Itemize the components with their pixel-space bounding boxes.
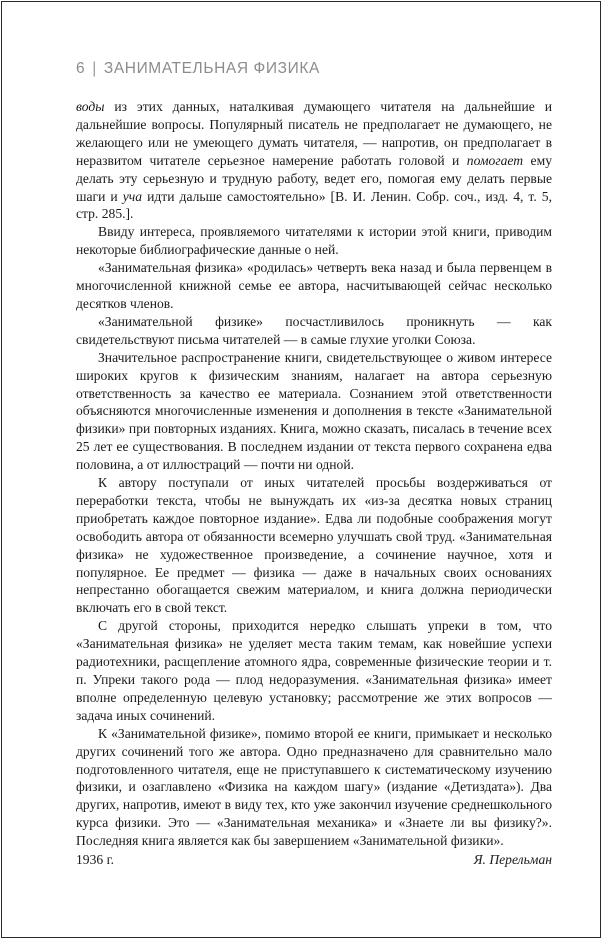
paragraph-text: Значительное распространение книги, свидетельствующее о живом интересе широких кругов к физическим знаниям, налагает на автора серьезную ответственность за качество ее материала. Сознанием этой ответственности объясняются многочисленные изменения и дополнения в тексте «Занимательной физики» при повторных изданиях. Книга, можно сказать, писалась в течение всех 25 лет ее существования. В последнем издании от текста первого сохранена едва половина, а от иллюстраций — почти ни одной. (76, 349, 552, 473)
paragraph-text: С другой стороны, приходится нередко слышать упреки в том, что «Занимательная физика» не уделяет места таким темам, как новейшие успехи радиотехники, расщепление атомного ядра, современные физические теории и т. п. Упреки такого рода — плод недоразумения. «Занимательная физика» имеет вполне определенную целевую установку; рассмотрение же этих вопросов — задача иных сочинений. (76, 618, 552, 723)
italic-text: помогает (466, 152, 524, 168)
signoff-year: 1936 г. (76, 852, 115, 868)
running-header (76, 60, 320, 78)
signoff-author: Я. Перельман (473, 852, 552, 868)
body-paragraph (76, 725, 552, 850)
paragraph-text: «Занимательная физика» «родилась» четверть века назад и была первенцем в многочисленной книжной семье ее автора, насчитывающей сейчас несколько десятков членов. (76, 260, 552, 311)
paragraph-text: из этих данных, наталкивая думающего читателя на дальнейшие и дальнейшие вопросы. Популярный писатель не предполагает не думающего, не желающего или не умеющего думать читателя, — напротив, он предполагает в неразвитом читателе серьезное намерение работать головой и (76, 99, 552, 168)
body-paragraph (76, 617, 552, 724)
body-text (76, 98, 552, 869)
italic-text: уча (122, 188, 143, 204)
body-paragraph (76, 259, 552, 313)
paragraph-text: ему делать эту серьезную и трудную работу, ведет его, помогая ему делать первые шаги и (76, 152, 552, 204)
paragraph-text: К «Занимательной физике», помимо второй ее книги, примыкает и несколько других сочинений того же автора. Одно предназначено для сравнительно мало подготовленного читателя, еще не приступавшего к систематическому изучению физики, и озаглавлено «Физика на каждом шагу» (издание «Детиздата»). Два других, напротив, имеют в виду тех, кто уже закончил изучение среднешкольного курса физики. Это — «Занимательная механика» и «Знаете ли вы физику?». Последняя книга является как бы завершением «Занимательной физики». (76, 725, 552, 849)
signoff (76, 851, 552, 869)
body-paragraph (76, 223, 552, 259)
body-paragraph (76, 98, 552, 223)
page-number: 6 (76, 60, 86, 77)
book-title: ЗАНИМАТЕЛЬНАЯ ФИЗИКА (103, 60, 320, 77)
paragraph-text: Ввиду интереса, проявляемого читателями к истории этой книги, приводим некоторые библиографические данные о ней. (76, 224, 552, 258)
paragraph-list (76, 98, 552, 850)
body-paragraph (76, 313, 552, 349)
paragraph-text: К автору поступали от иных читателей просьбы воздерживаться от переработки текста, чтобы не вынуждать их «из-за десятка новых страниц приобретать каждое повторное издание». Едва ли подобные соображения могут освободить автора от обязанности всемерно улучшать свой труд. «Занимательная физика» не художественное произведение, а сочинение научное, хотя и популярное. Ее предмет — физика — даже в начальных своих основаниях непрестанно обогащается свежим материалом, и книга должна периодически включать его в свой текст. (76, 475, 552, 616)
paragraph-text: «Занимательной физике» посчастливилось проникнуть — как свидетельствуют письма читателей — в самые глухие уголки Союза. (76, 313, 552, 347)
body-paragraph (76, 474, 552, 617)
italic-text: воды (76, 99, 105, 114)
paragraph-text: идти дальше самостоятельно» [В. И. Ленин. Собр. соч., изд. 4, т. 5, стр. 285.]. (76, 188, 552, 222)
body-paragraph (76, 349, 552, 474)
header-separator: | (92, 60, 97, 77)
